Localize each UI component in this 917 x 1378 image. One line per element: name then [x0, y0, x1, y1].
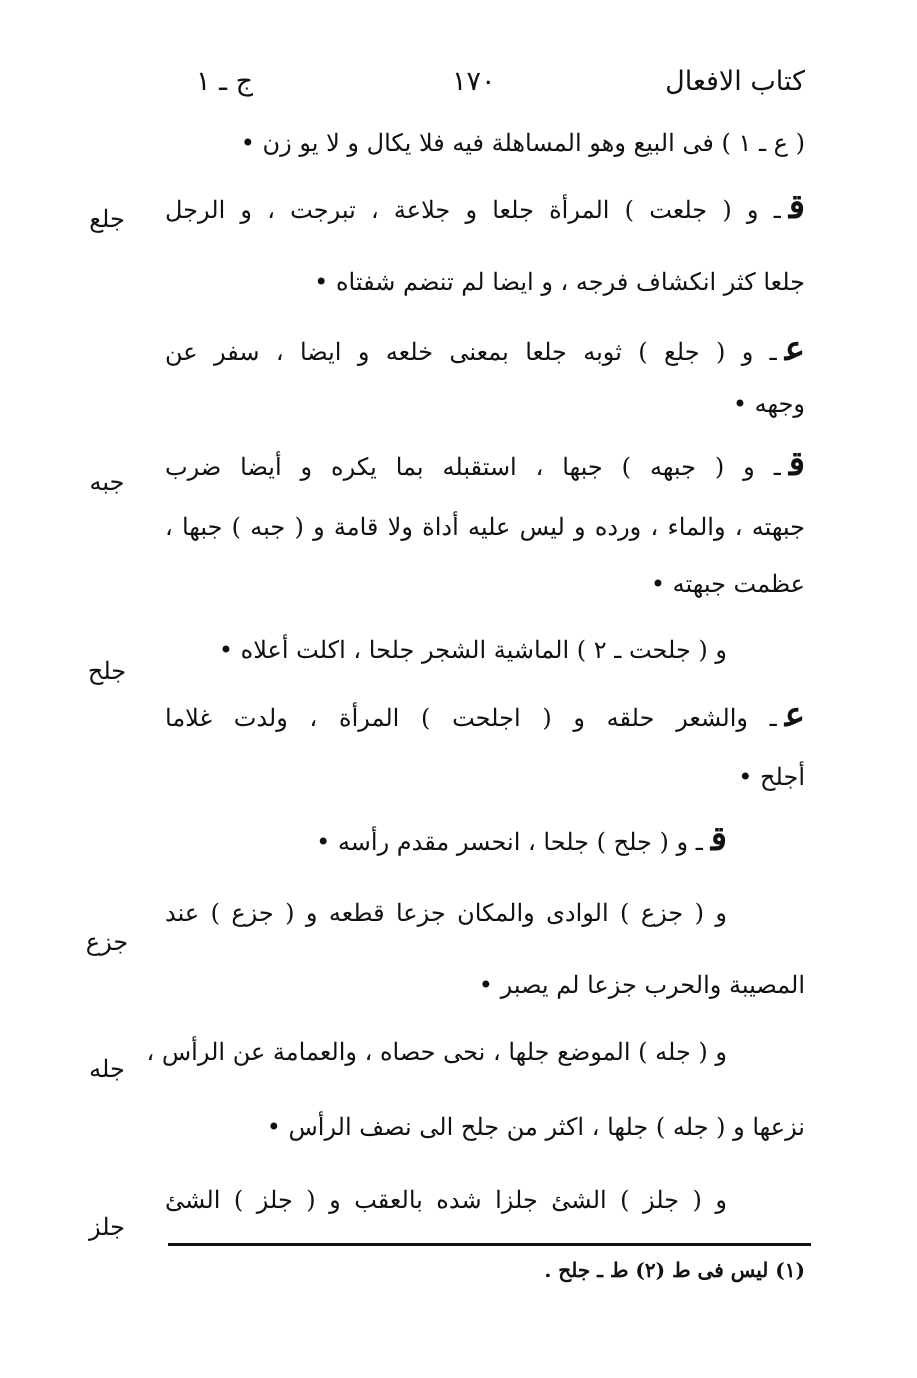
- margin-root-jlz: جلز: [88, 1213, 126, 1241]
- line-text: عظمت جبهته •: [650, 570, 805, 598]
- text-line-3: [165, 265, 805, 299]
- text-line-11: [165, 760, 805, 794]
- margin-root-jlh: جلح: [87, 657, 127, 685]
- line-text: وجهه •: [732, 390, 805, 418]
- page-number: ١٧٠: [452, 66, 496, 97]
- line-text: ـ و ( جلعت ) المرأة جلعا و جلاعة ، تبرجت ، و الرجل: [165, 196, 781, 224]
- text-line-6: [165, 444, 805, 484]
- abbrev-marker: ع: [784, 695, 805, 735]
- line-text: و ( جله ) الموضع جلها ، نحى حصاه ، والعمامة عن الرأس ،: [146, 1038, 727, 1066]
- text-line-1: [165, 126, 805, 160]
- line-text: ـ و ( جلع ) ثوبه جلعا بمعنى خلعه و ايضا ، سفر عن: [165, 338, 777, 366]
- margin-root-jz3: جزع: [85, 928, 129, 956]
- line-text: ـ و ( جلح ) جلحا ، انحسر مقدم رأسه •: [316, 828, 703, 856]
- margin-root-jlh2: جله: [89, 1055, 125, 1083]
- line-text: و ( جزع ) الوادى والمكان جزعا قطعه و ( جزع ) عند: [165, 899, 727, 927]
- text-line-13: [165, 896, 727, 930]
- line-text: ( ع ـ ١ ) فى البيع وهو المساهلة فيه فلا يكال و لا يو زن •: [240, 129, 805, 157]
- text-line-5: [165, 387, 805, 421]
- text-line-14: [165, 968, 805, 1002]
- line-text: المصيبة والحرب جزعا لم يصبر •: [478, 971, 805, 999]
- footnote: (١) ليس فى ط (٢) ط ـ جلح .: [544, 1258, 805, 1282]
- margin-root-jbh: جبه: [89, 468, 125, 496]
- text-line-15: [146, 1035, 727, 1069]
- abbrev-marker: ق: [788, 444, 805, 484]
- line-text: نزعها و ( جله ) جلها ، اكثر من جلح الى نصف الرأس •: [266, 1113, 805, 1141]
- text-line-12: [87, 819, 727, 859]
- footnote-divider: [168, 1243, 811, 1246]
- line-text: و ( جلز ) الشئ جلزا شده بالعقب و ( جلز ) الشئ: [165, 1186, 727, 1214]
- abbrev-marker: ق: [788, 187, 805, 227]
- book-title: كتاب الافعال: [665, 66, 805, 97]
- abbrev-marker: ع: [784, 329, 805, 369]
- line-text: ـ والشعر حلقه و ( اجلحت ) المرأة ، ولدت غلاما: [165, 704, 777, 732]
- line-text: ـ و ( جبهه ) جبها ، استقبله بما يكره و أيضا ضرب: [165, 453, 781, 481]
- line-text: و ( جلحت ـ ٢ ) الماشية الشجر جلحا ، اكلت أعلاه •: [218, 636, 727, 664]
- line-text: جلعا كثر انكشاف فرجه ، و ايضا لم تنضم شفتاه •: [314, 268, 805, 296]
- text-line-17: [165, 1183, 727, 1217]
- text-line-10: [165, 695, 805, 735]
- margin-root-jl3: جلع: [89, 205, 125, 233]
- text-line-2: [165, 187, 805, 227]
- text-line-8: [165, 567, 805, 601]
- text-line-4: [165, 329, 805, 369]
- text-line-7: [165, 510, 805, 544]
- volume-label: ج ـ ١: [196, 66, 254, 97]
- abbrev-marker: ق: [710, 819, 727, 859]
- text-line-16: [165, 1110, 805, 1144]
- line-text: أجلح •: [738, 763, 805, 791]
- text-line-9: [87, 633, 727, 667]
- line-text: جبهته ، والماء ، ورده و ليس عليه أداة ولا قامة و ( جبه ) جبها ،: [165, 513, 805, 541]
